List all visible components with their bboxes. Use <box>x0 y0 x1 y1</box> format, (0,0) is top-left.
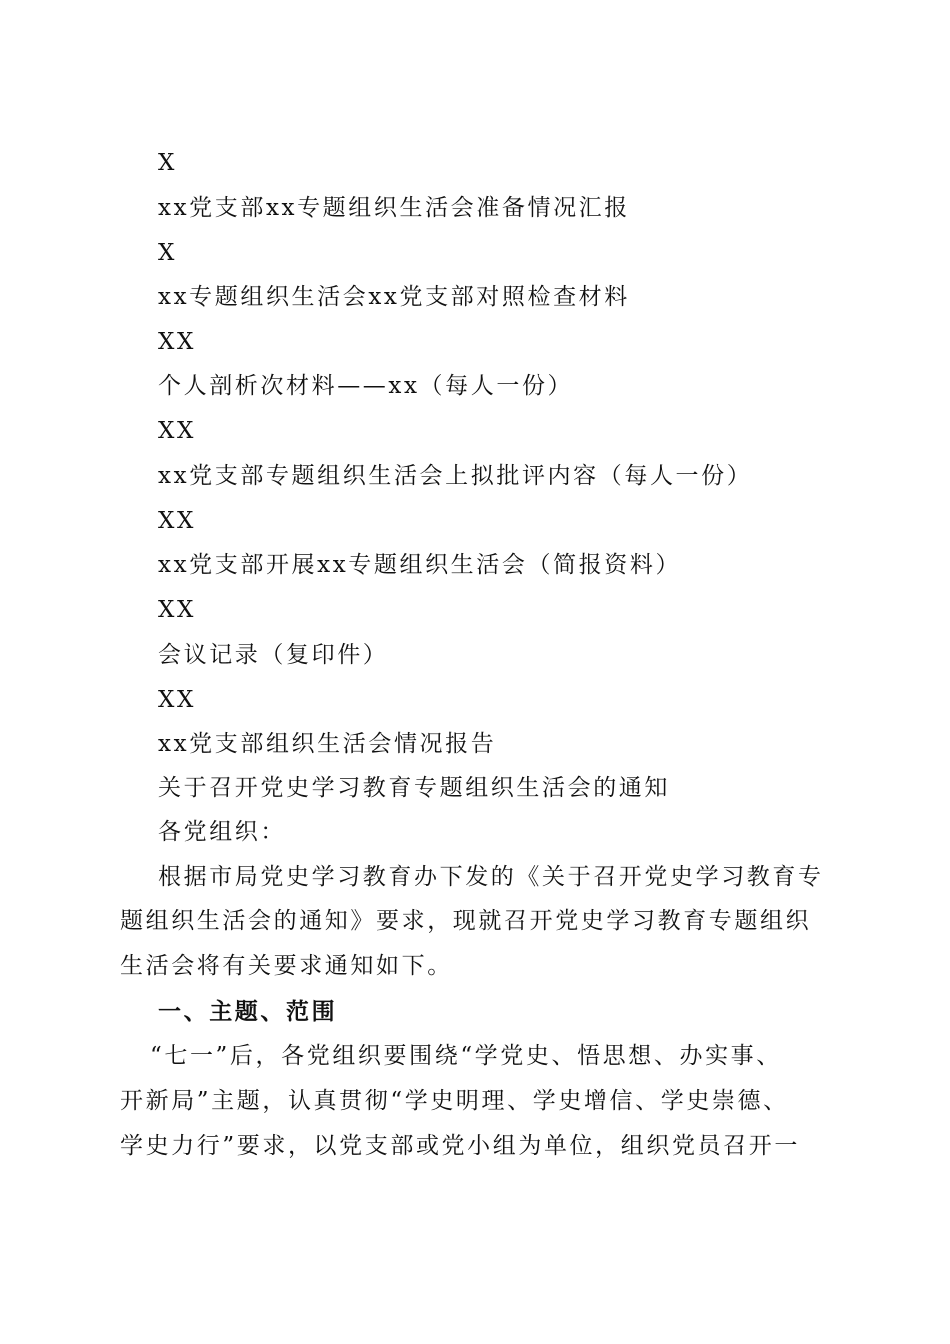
attachment-title: xx党支部xx专题组织生活会准备情况汇报 <box>158 195 630 221</box>
salutation: 各党组织： <box>158 819 286 845</box>
section-line: 学史力行”要求，以党支部或党小组为单位，组织党员召开一 <box>120 1133 800 1159</box>
attachment-number: XX <box>158 597 196 623</box>
attachment-number: XX <box>158 418 196 444</box>
attachment-title: xx党支部开展xx专题组织生活会（简报资料） <box>158 552 682 578</box>
intro-line: 生活会将有关要求通知如下。 <box>120 953 453 979</box>
intro-line: 根据市局党史学习教育办下发的《关于召开党史学习教育专 <box>158 864 824 890</box>
section-line: 开新局”主题，认真贯彻“学史明理、学史增信、学史崇德、 <box>120 1088 789 1114</box>
attachment-number: XX <box>158 329 196 355</box>
attachment-number: XX <box>158 508 196 534</box>
attachment-title: xx党支部专题组织生活会上拟批评内容（每人一份） <box>158 463 753 489</box>
attachment-number: XX <box>158 687 196 713</box>
attachment-title: xx党支部组织生活会情况报告 <box>158 731 497 757</box>
notice-title: 关于召开党史学习教育专题组织生活会的通知 <box>158 775 670 801</box>
section-line: “七一”后，各党组织要围绕“学党史、悟思想、办实事、 <box>150 1043 782 1069</box>
attachment-title: 个人剖析次材料——xx（每人一份） <box>158 373 574 399</box>
attachment-title: 会议记录（复印件） <box>158 642 389 668</box>
attachment-number: X <box>158 150 177 176</box>
attachment-title: xx专题组织生活会xx党支部对照检查材料 <box>158 284 630 310</box>
attachment-number: X <box>158 240 177 266</box>
intro-line: 题组织生活会的通知》要求，现就召开党史学习教育专题组织 <box>120 908 812 934</box>
section-heading: 一、主题、范围 <box>158 999 338 1025</box>
